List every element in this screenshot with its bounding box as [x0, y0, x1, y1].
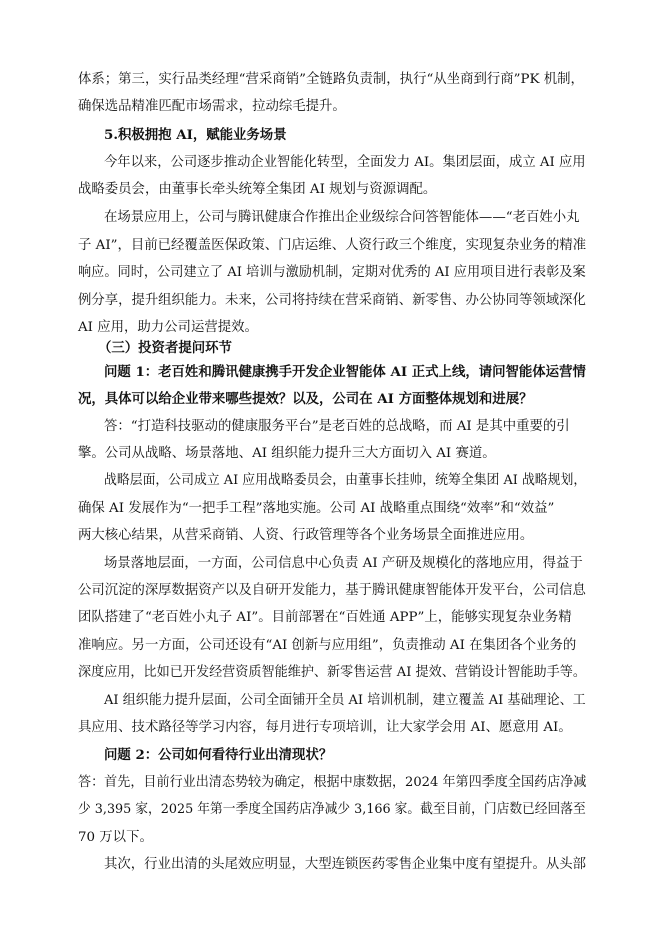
body-text-line: 确保 AI 发展作为“一把手工程”落地实施。公司 AI 战略重点围绕“效率”和“效益” — [78, 501, 555, 516]
body-text-line: 其次，行业出清的头尾效应明显，大型连锁医药零售企业集中度有望提升。从头部 — [104, 857, 587, 872]
body-text-line: 例分享，提升组织能力。未来，公司将持续在营采商销、新零售、办公协同等领域深化 — [78, 293, 586, 308]
body-text-line: 答：“打造科技驱动的健康服务平台”是老百姓的总战略，而 AI 是其中重要的引 — [104, 419, 570, 434]
body-text-line: 具应用、技术路径等学习内容，每月进行专项培训，让大家学会用 AI、愿意用 AI。 — [78, 720, 572, 735]
body-text-line: 两大核心结果，从营采商销、人资、行政管理等各个业务场景全面推进应用。 — [78, 528, 534, 543]
body-text-line: 公司沉淀的深厚数据资产以及自研开发能力，基于腾讯健康智能体开发平台，公司信息 — [78, 583, 586, 598]
body-text-line: 确保选品精准匹配市场需求，拉动综毛提升。 — [78, 99, 346, 114]
body-text-line: 团队搭建了“老百姓小丸子 AI”。目前部署在“百姓通 APP”上，能够实现复杂业务精 — [78, 610, 572, 625]
body-text-line: 在场景应用上，公司与腾讯健康合作推出企业级综合问答智能体——“老百姓小丸 — [104, 210, 580, 225]
body-text-line: 擎。公司从战略、场景落地、AI 组织能力提升三大方面切入 AI 赛道。 — [78, 446, 496, 461]
section-heading: 5.积极拥抱 AI，赋能业务场景 — [104, 127, 287, 143]
question-line: 问题 2：公司如何看待行业出清现状？ — [104, 747, 333, 763]
body-text-line: 少 3,395 家，2025 年第一季度全国药店净减少 3,166 家。截至目前，门店数已经回落至 — [78, 802, 586, 817]
body-text-line: 战略委员会，由董事长牵头统筹全集团 AI 规划与资源调配。 — [78, 182, 437, 197]
body-text-line: 体系；第三，实行品类经理“营采商销”全链路负责制，执行“从坐商到行商”PK 机制， — [78, 72, 584, 87]
body-text-line: 场景落地层面，一方面，公司信息中心负责 AI 产研及规模化的落地应用，得益于 — [104, 556, 583, 571]
body-text-line: 响应。同时，公司建立了 AI 培训与激励机制，定期对优秀的 AI 应用项目进行表彰及案 — [78, 265, 586, 280]
body-text-line: 70 万以下。 — [78, 830, 153, 845]
body-text-line: 深度应用，比如已开发经营资质智能维护、新零售运营 AI 提效、营销设计智能助手等。 — [78, 665, 586, 680]
body-text-line: 战略层面，公司成立 AI 应用战略委员会，由董事长挂帅，统筹全集团 AI 战略规划， — [104, 473, 587, 488]
body-text-line: 今年以来，公司逐步推动企业智能化转型，全面发力 AI。集团层面，成立 AI 应用 — [104, 155, 586, 170]
body-text-line: AI 组织能力提升层面，公司全面铺开全员 AI 培训机制，建立覆盖 AI 基础理论、工 — [104, 693, 586, 708]
question-line: 况，具体可以给企业带来哪些提效？以及，公司在 AI 方面整体规划和进展？ — [78, 391, 533, 407]
body-text-line: 子 AI”，目前已经覆盖医保政策、门店运维、人资行政三个维度，实现复杂业务的精准 — [78, 238, 587, 253]
question-line: 问题 1：老百姓和腾讯健康携手开发企业智能体 AI 正式上线，请问智能体运营情 — [104, 364, 586, 380]
body-text-line: AI 应用，助力公司运营提效。 — [78, 320, 258, 335]
body-text-line: 准响应。另一方面，公司还设有“AI 创新与应用组”，负责推动 AI 在集团各个业务的 — [78, 638, 577, 653]
body-text-line: 答：首先，目前行业出清态势较为确定，根据中康数据，2024 年第四季度全国药店净减 — [78, 775, 587, 790]
section-heading: （三）投资者提问环节 — [98, 340, 232, 356]
